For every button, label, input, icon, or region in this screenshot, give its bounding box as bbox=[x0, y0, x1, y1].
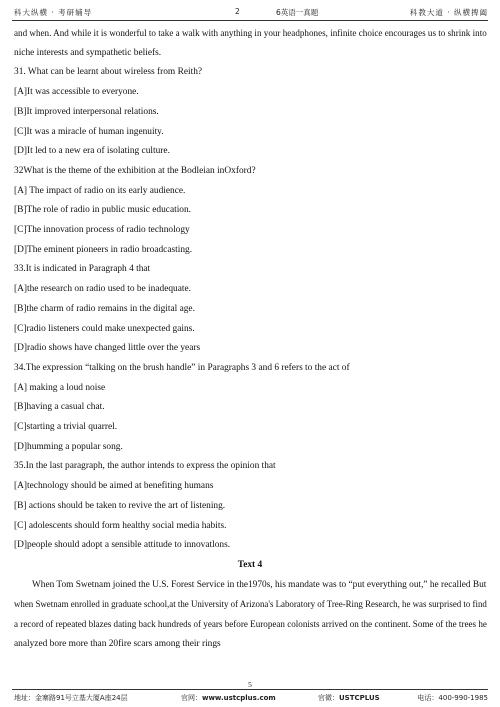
option-32-a: [A] The impact of radio on its early audience. bbox=[14, 185, 186, 196]
option-33-d: [D]radio shows have changed little over the years bbox=[14, 343, 201, 354]
option-33-b: [B]the charm of radio remains in the digital age. bbox=[14, 303, 195, 314]
section-title: Text 4 bbox=[237, 559, 263, 570]
footer-wechat-label: 官微： bbox=[318, 694, 339, 702]
footer-address: 地址：金寨路91号立基大厦A座24层 bbox=[14, 694, 128, 702]
option-31-a: [A]It was accessible to everyone. bbox=[14, 87, 139, 98]
footer-rule bbox=[12, 689, 488, 690]
option-31-d: [D]It led to a new era of isolating culture. bbox=[14, 146, 170, 157]
text4-line: a record of repeated blazes dating back hundreds of years before European colonists arrived on the continent. Some of the trees he bbox=[14, 619, 487, 630]
footer bbox=[14, 693, 488, 705]
footer-wechat bbox=[318, 693, 380, 703]
question-33: 33.It is indicated in Paragraph 4 that bbox=[14, 264, 151, 275]
footer-phone: 电话：400-990-1985 bbox=[417, 694, 488, 702]
option-31-b: [B]It improved interpersonal relations. bbox=[14, 106, 159, 117]
option-33-c: [C]radio listeners could make unexpected gains. bbox=[14, 323, 195, 334]
text4-line: analyzed bore more than 20fire scars among their rings bbox=[14, 638, 221, 649]
running-header bbox=[14, 5, 488, 19]
option-34-d: [D]humming a popular song. bbox=[14, 441, 123, 452]
text-line: and when. And while it is wonderful to take a walk with anything in your headphones, infinite choice encourages us to shrink into bbox=[14, 28, 487, 38]
option-35-a: [A]technology should be aimed at benefiting humans bbox=[14, 481, 214, 492]
option-35-d: [D]people should adopt a sensible attitude to innovatlons. bbox=[14, 540, 231, 551]
option-35-b: [B] actions should be taken to revive the art of listening. bbox=[14, 500, 226, 511]
question-31: 31. What can be learnt about wireless from Reith? bbox=[14, 67, 203, 78]
option-31-c: [C]It was a miracle of human ingenuity. bbox=[14, 126, 164, 137]
option-32-d: [D]The eminent pioneers in radio broadcasting. bbox=[14, 244, 193, 255]
document-body bbox=[14, 24, 486, 655]
header-left: 科大纵横 · 考研辅导 bbox=[14, 8, 93, 17]
question-32: 32What is the theme of the exhibition at the Bodleian inOxford? bbox=[14, 165, 256, 176]
header-center: 6英语一真题 bbox=[276, 8, 319, 17]
text-line: niche interests and sympathetic beliefs. bbox=[14, 47, 162, 58]
question-35: 35.In the last paragraph, the author intends to express the opinion that bbox=[14, 461, 276, 472]
option-35-c: [C] adolescents should form healthy social media habits. bbox=[14, 520, 227, 531]
option-34-a: [A] making a loud noise bbox=[14, 382, 106, 393]
footer-website-label: 官网： bbox=[181, 694, 202, 702]
option-34-b: [B]having a casual chat. bbox=[14, 402, 105, 413]
footer-wechat-value: USTCPLUS bbox=[339, 694, 380, 702]
question-34: 34.The expression “talking on the brush handle” in Paragraphs 3 and 6 refers to the act of bbox=[14, 362, 350, 373]
option-32-c: [C]The innovation process of radio technology bbox=[14, 225, 190, 236]
header-right: 科教大道 · 纵横捭阖 bbox=[409, 8, 488, 17]
option-32-b: [B]The role of radio in public music education. bbox=[14, 205, 192, 216]
text4-line: When Tom Swetnam joined the U.S. Forest Service in the1970s, his mandate was to “put everything out,” he recalled But bbox=[32, 579, 487, 590]
page-number: 5 bbox=[248, 680, 252, 689]
text4-line: when Swetnam enrolled in graduate school,at the University of Arizona's Laboratory of Tree-Ring Research, he was surprised to find bbox=[14, 599, 487, 610]
option-34-c: [C]starting a trivial quarrel. bbox=[14, 422, 118, 433]
option-33-a: [A]the research on radio used to be inadequate. bbox=[14, 284, 192, 295]
footer-website-link[interactable]: www.ustcplus.com bbox=[202, 694, 276, 702]
header-page: 2 bbox=[235, 7, 240, 16]
header-rule bbox=[12, 20, 488, 21]
footer-website bbox=[181, 693, 276, 703]
